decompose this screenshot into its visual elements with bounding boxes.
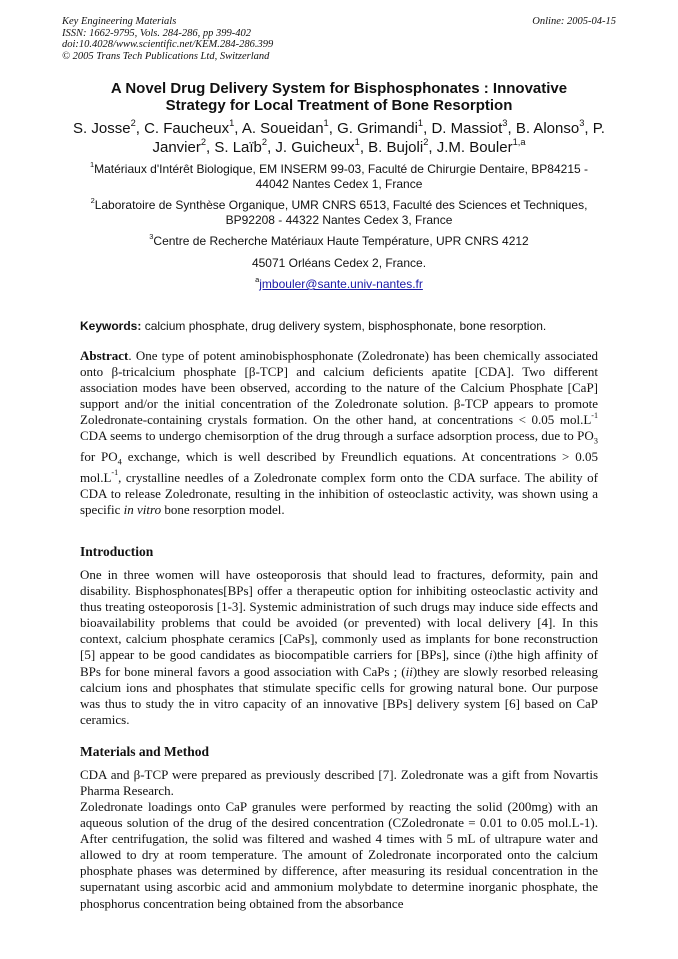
abstract-text: for PO xyxy=(80,449,118,465)
affiliation-text: BP92208 - 44322 Nantes Cedex 3, France xyxy=(225,213,453,227)
author-affil-marker: 1 xyxy=(323,117,329,128)
keywords-label: Keywords: xyxy=(80,319,142,333)
abstract-label: Abstract xyxy=(80,348,129,363)
author-affil-marker: 1 xyxy=(229,117,235,128)
author-affil-marker: 1 xyxy=(354,136,360,147)
abstract-text: exchange, which is well described by Freundlich equations. At concentrations > 0.05 mol.L xyxy=(80,449,599,485)
doi-line: doi:10.4028/www.scientific.net/KEM.284-286.399 xyxy=(62,39,274,50)
author: C. Faucheux xyxy=(144,120,230,137)
affiliation-marker: 1 xyxy=(89,159,95,169)
methods-heading: Materials and Method xyxy=(80,744,209,759)
introduction-text: )the high affinity of BPs for bone mineral favors a good association with CaPs ; ( xyxy=(80,647,598,679)
author-separator: , xyxy=(428,139,437,156)
author: G. Grimandi xyxy=(337,120,418,137)
abstract-text: , crystalline needles of a Zoledronate complex form onto the CDA surface. The ability of CDA to release Zoledronate, resulting in the inhibition of osteoclastic activity, was shown using a specific xyxy=(80,469,598,518)
introduction-text: )they are slowly resorbed releasing calcium ions and phosphates that stimulate specific cells for growing natural bone. Our purpose was thus to study the in vitro capacity of an innovative [BPs] delivery system [6] based on CaP ceramics. xyxy=(80,663,598,727)
author: S. Josse xyxy=(73,120,131,137)
affiliation-marker: 3 xyxy=(149,231,154,241)
abstract-superscript: -1 xyxy=(591,410,598,420)
affiliation-text: Laboratoire de Synthèse Organique, UMR CNRS 6513, Faculté des Sciences et Techniques, xyxy=(94,198,588,212)
methods-paragraph-1: CDA and β-TCP were prepared as previously described [7]. Zoledronate was a gift from Novartis Pharma Research. xyxy=(80,767,598,799)
author-separator: , xyxy=(267,139,276,156)
introduction-italic: i xyxy=(489,647,493,663)
abstract-text: . One type of potent aminobisphosphonate (Zoledronate) has been chemically associated onto β-tricalcium phosphate [β-TCP] and calcium deficients apatite [CDA]. Two different association modes have been observed, according to the nature of the Calcium Phosphate [CaP] support and/or the initial concentration of the Zoledronate solution. β-TCP appears to promote Zoledronate-containing crystals formation. On the other hand, at concentrations < 0.05 mol.L xyxy=(80,348,598,428)
author-separator: , xyxy=(234,120,242,137)
author: A. Soueidan xyxy=(241,120,324,137)
author-affil-marker: 3 xyxy=(579,117,585,128)
author-separator: , xyxy=(359,139,369,156)
author-separator: , xyxy=(584,120,593,137)
abstract-subscript: 4 xyxy=(117,456,122,467)
author-affil-marker: 3 xyxy=(502,117,508,128)
affiliation-text: 44042 Nantes Cedex 1, France xyxy=(255,177,423,191)
author: B. Alonso xyxy=(515,120,580,137)
introduction-italic: ii xyxy=(405,663,413,679)
keywords-text: calcium phosphate, drug delivery system, bisphosphonate, bone resorption. xyxy=(141,319,547,333)
author-separator: , xyxy=(206,139,215,156)
author: P. Janvier xyxy=(152,120,605,156)
author-separator: , xyxy=(328,120,338,137)
abstract-text: CDA seems to undergo chemisorption of the drug through a surface adsorption process, due to PO xyxy=(80,428,594,444)
author-separator: , xyxy=(423,120,432,137)
author-affil-marker: 2 xyxy=(423,136,429,147)
abstract-text: bone resorption model. xyxy=(161,502,285,518)
affiliation-1 xyxy=(72,159,606,192)
author-affil-marker: 1,a xyxy=(512,136,526,147)
introduction-paragraph xyxy=(80,567,598,728)
introduction-text: One in three women will have osteoporosis that should lead to fractures, deformity, pain and disability. Bisphosphonates[BPs] offer a therapeutic option for inhibiting osteoclastic activity and thus treating osteoporosis [1-3]. Systemic administration of such drugs may induce side effects and bioavailability problems that could be avoided (or prevented) with local delivery [4]. In this context, calcium phosphate ceramics [CaPs], commonly used as implants for bone reconstruction [5] appear to be good candidates as biocompatible carriers for [BPs], since ( xyxy=(80,567,598,663)
author-affil-marker: 2 xyxy=(130,117,136,128)
online-date: Online: 2005-04-15 xyxy=(532,16,616,27)
copyright-line: © 2005 Trans Tech Publications Ltd, Switzerland xyxy=(62,50,270,62)
email-link[interactable]: jmbouler@sante.univ-nantes.fr xyxy=(259,277,423,291)
author: J. Guicheux xyxy=(275,139,355,156)
journal-header xyxy=(62,16,273,62)
author-affil-marker: 1 xyxy=(417,117,424,128)
author-affil-marker: 2 xyxy=(261,136,268,147)
paper-title xyxy=(62,80,616,114)
affiliation-2 xyxy=(72,195,606,228)
corresponding-email xyxy=(72,274,606,292)
affiliation-text: Centre de Recherche Matériaux Haute Température, UPR CNRS 4212 xyxy=(153,234,529,248)
author-list xyxy=(62,119,616,157)
affiliation-3 xyxy=(72,231,606,249)
affiliation-marker: 2 xyxy=(90,195,95,205)
title-line-2: Strategy for Local Treatment of Bone Resorption xyxy=(165,97,513,114)
journal-name: Key Engineering Materials xyxy=(62,16,177,27)
author: B. Bujoli xyxy=(368,139,424,156)
title-line-1: A Novel Drug Delivery System for Bisphosphonates : Innovative xyxy=(110,80,568,97)
author: D. Massiot xyxy=(431,120,503,137)
abstract-superscript: -1 xyxy=(111,468,119,478)
author-affil-marker: 2 xyxy=(200,136,207,147)
author: S. Laïb xyxy=(214,139,262,156)
abstract-paragraph xyxy=(80,348,598,518)
issn-line: ISSN: 1662-9795, Vols. 284-286, pp 399-402 xyxy=(62,27,251,39)
email-marker: a xyxy=(255,274,260,284)
author-separator: , xyxy=(507,120,516,137)
keywords xyxy=(80,319,600,334)
methods-paragraph-2: Zoledronate loadings onto CaP granules were performed by reacting the solid (200mg) with an aqueous solution of the drug of the desired concentration (CZoledronate = 0.01 to 0.05 mol.L-1). After centrifugation, the solid was filtered and washed 4 times with 5 mL of ultrapure water and allowed to dry at room temperature. The amount of Zoledronate incorporated onto the calcium phosphate phases was determined by difference, after measuring its residual concentration in the supernatant using ascorbic acid and ammonium molybdate to determine inorganic phosphate, the phosphorus concentration being obtained from the absorbance xyxy=(80,799,598,911)
author: J.M. Bouler xyxy=(436,139,513,156)
introduction-heading: Introduction xyxy=(80,544,154,559)
abstract-subscript: 3 xyxy=(593,436,598,447)
author-separator: , xyxy=(135,120,145,137)
affiliation-3-city: 45071 Orléans Cedex 2, France. xyxy=(251,256,427,270)
abstract-italic: in vitro xyxy=(123,502,162,518)
affiliation-text: Matériaux d'Intérêt Biologique, EM INSERM 99-03, Faculté de Chirurgie Dentaire, BP84215 - xyxy=(94,162,588,176)
